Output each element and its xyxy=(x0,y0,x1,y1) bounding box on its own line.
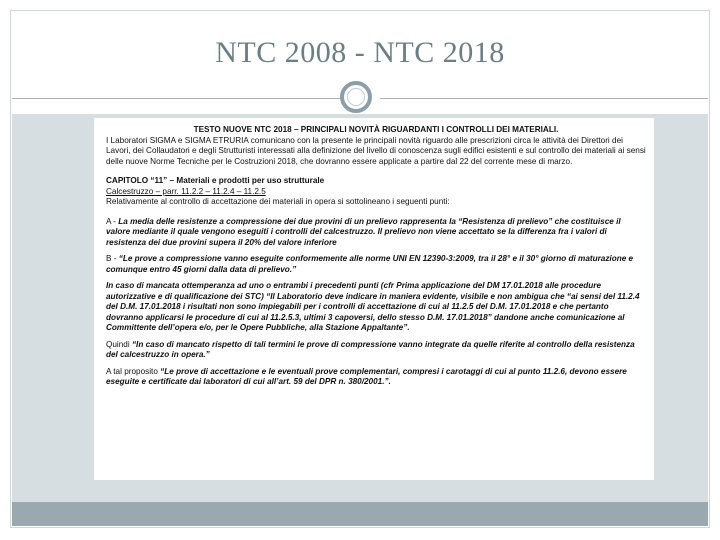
title-divider-left xyxy=(12,98,342,99)
proposito-text: “Le prove di accettazione e le eventuali prove complementari, compresi i carotaggi di cui al punto 11.2.6, devono essere eseguite e certificate dai laboratori di cui all’art. 59 del DPR n. 380/2001.”. xyxy=(106,366,627,386)
section-title: Calcestruzzo – parr. 11.2.2 – 11.2.4 – 11.2.5 xyxy=(106,186,266,196)
proposito-paragraph xyxy=(106,367,646,388)
footer-band xyxy=(12,502,708,526)
document-image xyxy=(94,118,654,480)
slide-title: NTC 2008 - NTC 2018 xyxy=(215,36,505,69)
default-case-paragraph: In caso di mancata ottemperanza ad uno o entrambi i precedenti punti (cfr Prima applicazione del DM 17.01.2018 alle procedure autorizzative e di qualificazione dei STC) “Il Laboratorio deve indicare in maniera evidente, visibile e non ambigua che “ai sensi del 11.2.4 del D.M. 17.01.2018 i risultati non sono impiegabili per i controlli di accettazione di cui al 11.2.5 del D.M. 17.01.2018 e che pertanto dovranno applicarsi le procedure di cui al 11.2.5.3, ultimi 3 capoversi, dello stesso D.M. 17.01.2018” dandone anche comunicazione al Committente dell’opera e/o, per le Opere Pubbliche, alla Stazione Appaltante”. xyxy=(106,281,640,332)
section-intro: Relativamente al controllo di accettazione dei materiali in opera si sottolineano i seguenti punti: xyxy=(106,197,450,206)
point-b-prefix: B - xyxy=(106,254,119,263)
quindi-prefix: Quindi xyxy=(106,339,132,349)
point-a-text: La media delle resistenze a compressione dei due provini di un prelievo rappresenta la “Resistenza di prelievo” che costituisce il valore mediante il quale vengono eseguiti i controlli del calcestruzzo. Il prelievo non viene accettato se la differenza fra i valori di resistenza dei due provini supera il 20% del valore inferiore xyxy=(106,216,621,247)
quindi-text: “In caso di mancato rispetto di tali termini le prove di compressione vanno integrate da quelle riferite al controllo della resistenza del calcestruzzo in opera.” xyxy=(106,339,635,359)
point-a-prefix: A - xyxy=(106,216,119,226)
divider-ring-ornament xyxy=(340,81,372,113)
point-b xyxy=(106,254,646,275)
document-intro: I Laboratori SIGMA e SIGMA ETRURIA comunicano con la presente le principali novità riguardo alle prescrizioni circa le attività dei Direttori dei Lavori, dei Collaudatori e degli Strutturisti interessati alla definizione del livello di conoscenza sugli edifici esistenti e sul controllo dei materiali ai sensi delle nuove Norme Tecniche per le Costruzioni 2018, che dovranno essere applicate a partire dal 22 del corrente mese di marzo. xyxy=(106,135,646,166)
proposito-prefix: A tal proposito xyxy=(106,366,161,376)
point-a xyxy=(106,217,646,249)
quindi-paragraph xyxy=(106,340,646,361)
document-heading: TESTO NUOVE NTC 2018 – PRINCIPALI NOVITÀ RIGUARDANTI I CONTROLLI DEI MATERIALI. xyxy=(193,125,559,134)
title-divider-right xyxy=(380,98,708,99)
point-b-text: “Le prove a compressione vanno eseguite conformemente alle norme UNI EN 12390-3:2009, tra il 28° e il 30° giorno di maturazione e comunque entro 45 giorni dalla data di prelievo.” xyxy=(106,254,634,274)
chapter-title: CAPITOLO “11” – Materiali e prodotti per uso strutturale xyxy=(106,176,325,185)
